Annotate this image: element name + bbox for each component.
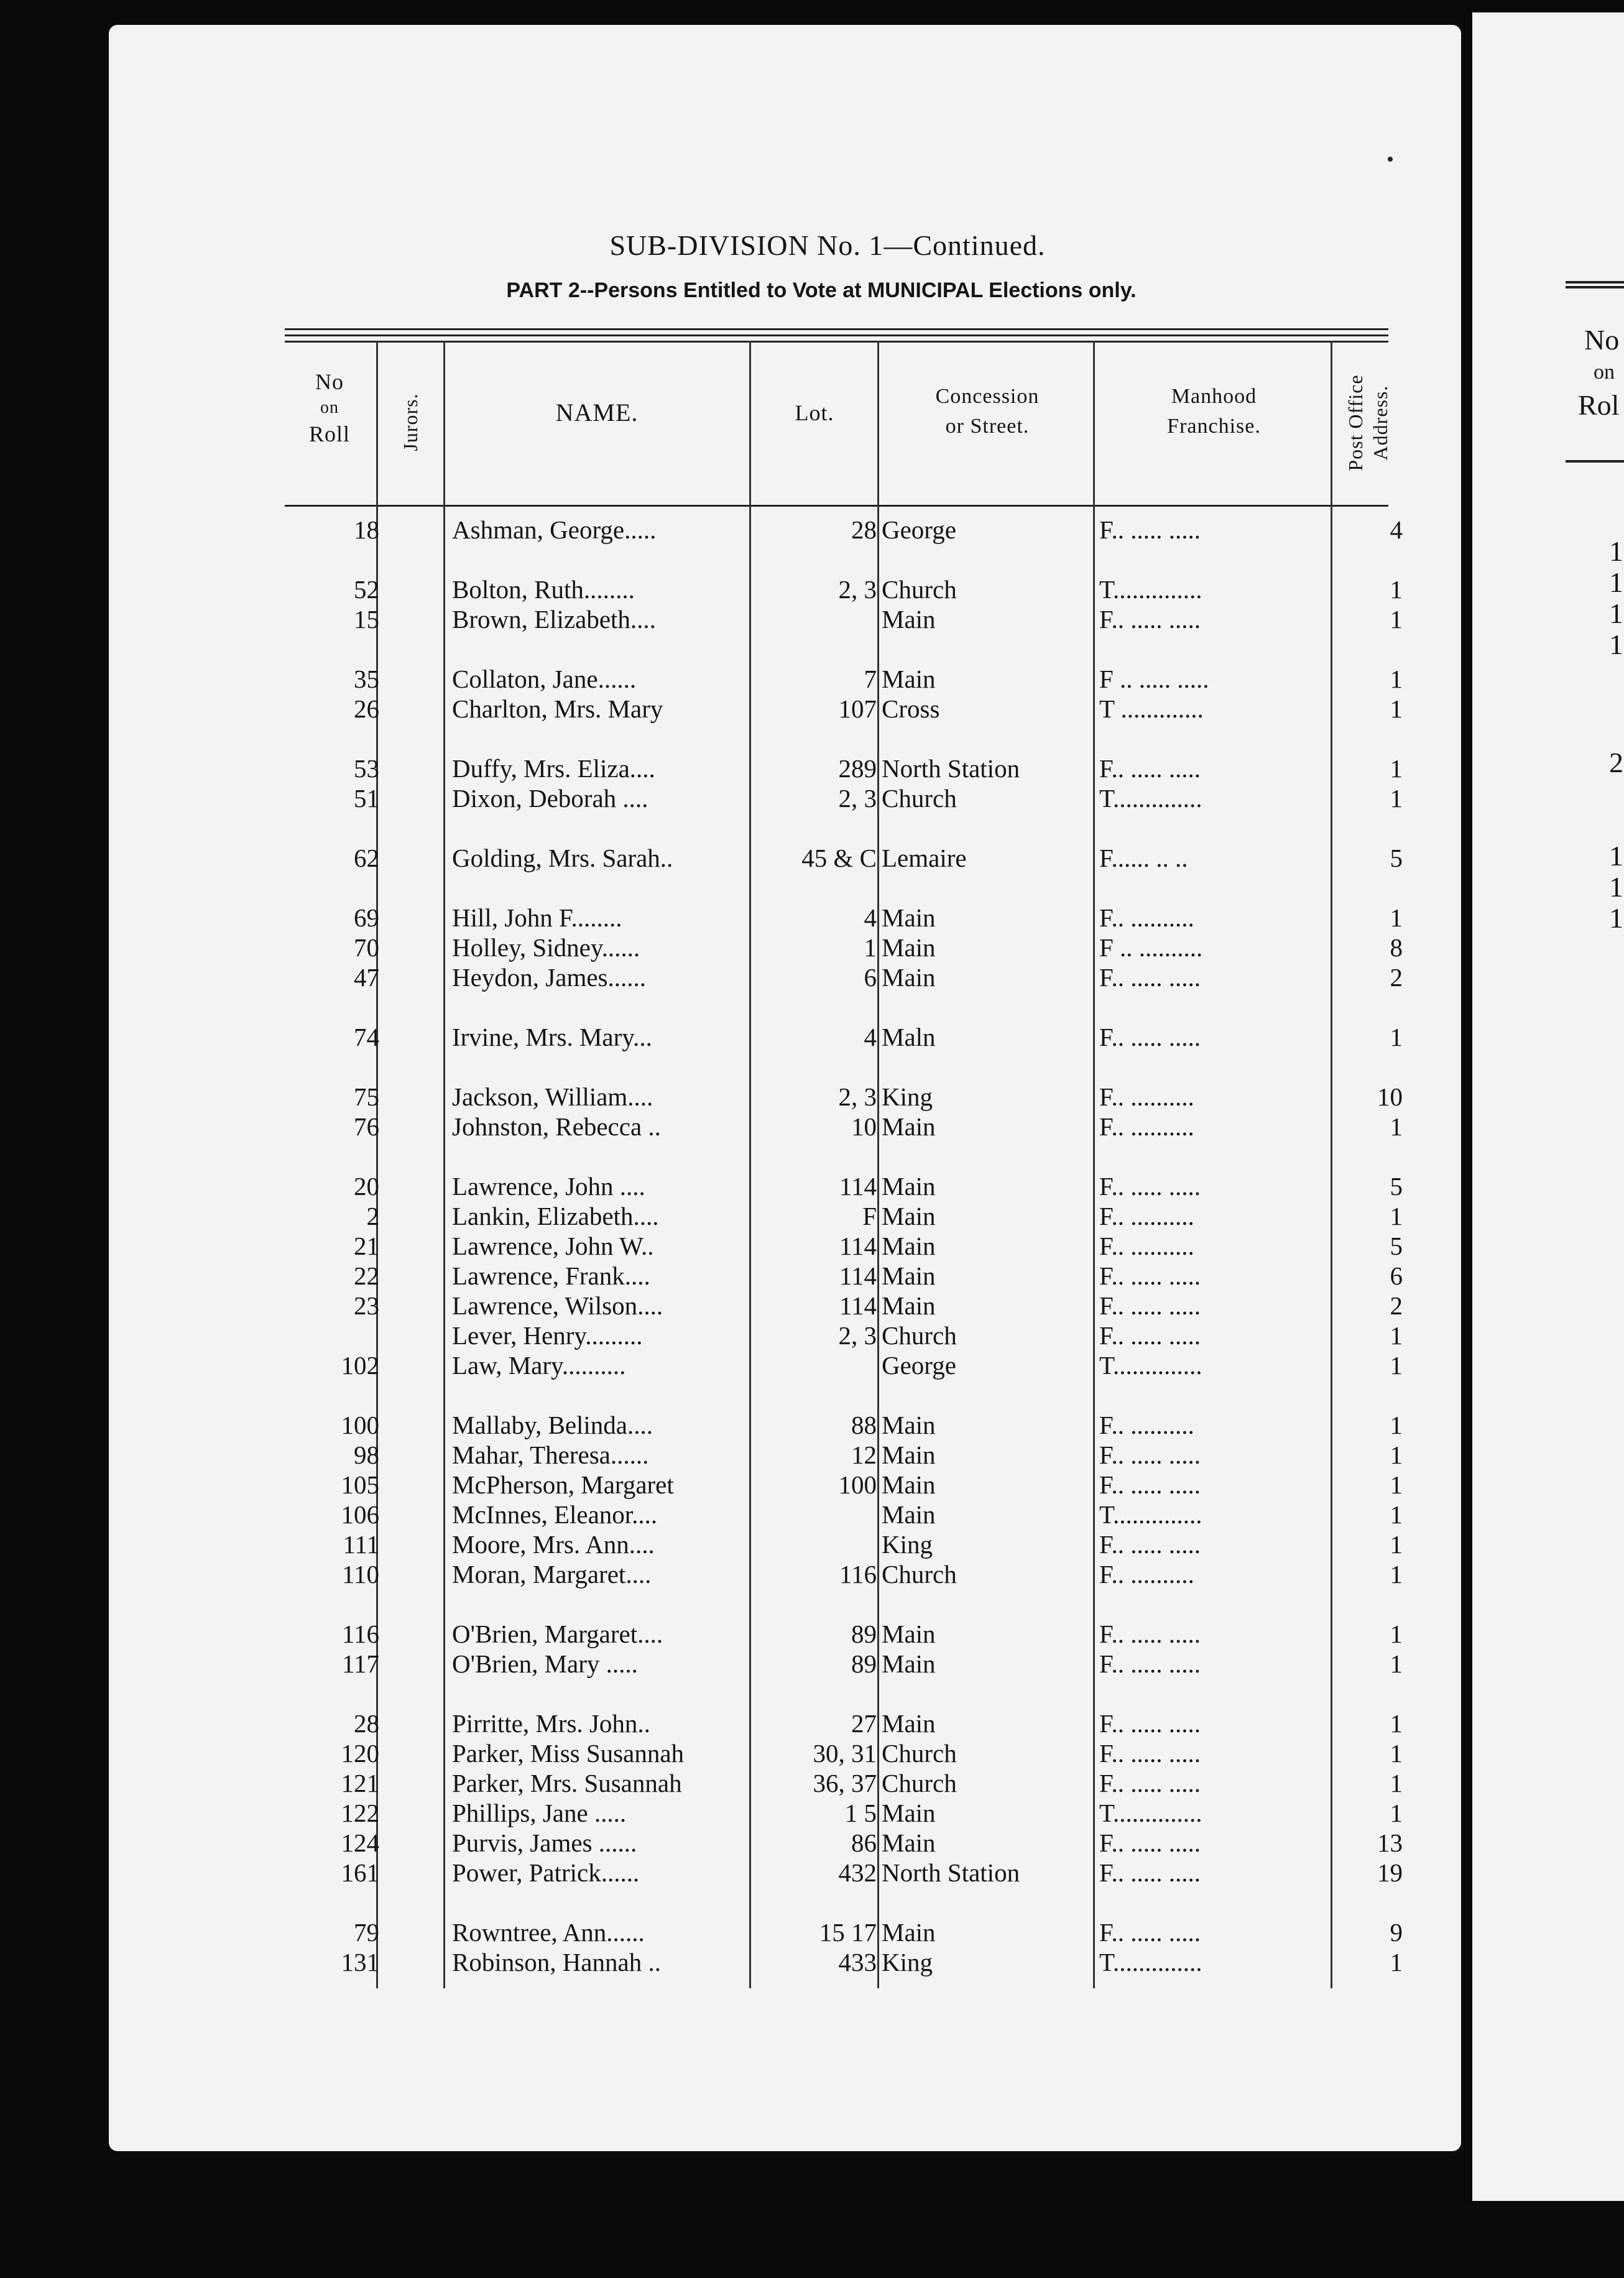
- page-title: SUB-DIVISION No. 1—Continued.: [609, 229, 1046, 261]
- table-row: [0, 1171, 1430, 1202]
- post-office-address: 19: [1377, 1858, 1403, 1887]
- table-row: [0, 1290, 1430, 1321]
- concession-header-line: Concession: [935, 385, 1040, 408]
- voter-name: Lever, Henry.........: [452, 1321, 643, 1350]
- franchise-code: F.. ..... .....: [1099, 1441, 1201, 1469]
- facing-number: 1: [1609, 629, 1623, 660]
- roll-number: 79: [354, 1918, 379, 1947]
- voter-name: Heydon, James......: [452, 963, 647, 992]
- franchise-code: F.. ..... .....: [1099, 1321, 1201, 1350]
- franchise-code: F.. ..... .....: [1099, 1172, 1201, 1201]
- table-row: [0, 1499, 1430, 1530]
- table-row: [0, 1260, 1430, 1291]
- roll-number: 74: [354, 1023, 379, 1051]
- franchise-code: F.. ..........: [1099, 1082, 1194, 1111]
- voter-name: Pirritte, Mrs. John..: [452, 1709, 650, 1738]
- header-rule-top-2: [285, 334, 1388, 336]
- lot-number: 114: [839, 1261, 877, 1290]
- concession-street: North Station: [882, 754, 1020, 783]
- lot-number: 15 17: [819, 1918, 877, 1947]
- concession-street: Main: [882, 1918, 936, 1947]
- column-header-concession: [882, 382, 1093, 441]
- facing-number: 1: [1609, 597, 1623, 629]
- lot-number: 36, 37: [813, 1769, 877, 1797]
- voter-name: Bolton, Ruth........: [452, 575, 635, 604]
- roll-number: 111: [343, 1530, 379, 1559]
- facing-number: 1: [1609, 840, 1623, 872]
- table-row: [0, 693, 1430, 724]
- concession-street: George: [882, 1351, 956, 1380]
- franchise-code: F.. ..... .....: [1099, 1739, 1201, 1768]
- post-office-address: 1: [1390, 1411, 1403, 1439]
- post-office-address: 1: [1390, 1709, 1403, 1738]
- header-rule-top: [285, 328, 1388, 330]
- franchise-code: F.. ..........: [1099, 1202, 1194, 1230]
- post-office-address: 4: [1390, 515, 1403, 544]
- column-header-franchise: [1097, 382, 1331, 441]
- lot-number: 100: [838, 1470, 877, 1499]
- table-row: [0, 1708, 1430, 1739]
- lot-number: 7: [864, 665, 877, 693]
- post-office-address: 1: [1390, 1739, 1403, 1768]
- franchise-code: T..............: [1099, 1799, 1202, 1827]
- voter-name: Hill, John F........: [452, 903, 622, 932]
- concession-street: Main: [882, 1470, 936, 1499]
- voter-name: Parker, Miss Susannah: [452, 1739, 685, 1768]
- table-row: [0, 1021, 1430, 1053]
- lot-number: 12: [851, 1441, 877, 1469]
- table-row: [0, 1618, 1430, 1649]
- voter-name: McPherson, Margaret: [452, 1470, 674, 1499]
- post-office-address: 1: [1390, 1948, 1403, 1976]
- voter-name: Jackson, William....: [452, 1082, 653, 1111]
- table-row: [0, 1559, 1430, 1590]
- roll-number: 15: [354, 605, 379, 634]
- lot-number: 2, 3: [838, 784, 877, 813]
- roll-number: 75: [354, 1082, 379, 1111]
- post-office-address: 1: [1390, 694, 1403, 723]
- facing-number: 1: [1609, 535, 1623, 567]
- franchise-code: F.. ..... .....: [1099, 605, 1201, 634]
- franchise-code: F.. ..... .....: [1099, 1470, 1201, 1499]
- lot-number: 88: [851, 1411, 877, 1439]
- column-header-post-office: [1343, 348, 1393, 497]
- concession-street: Church: [882, 575, 957, 604]
- lot-number: 89: [851, 1649, 877, 1678]
- lot-number: 2, 3: [838, 1321, 877, 1350]
- concession-street: Main: [882, 1500, 936, 1529]
- post-office-address: 1: [1390, 1560, 1403, 1589]
- franchise-code: F.. ..... .....: [1099, 1858, 1201, 1887]
- franchise-code: F.. ..... .....: [1099, 1918, 1201, 1947]
- franchise-code: F .. ..... .....: [1099, 665, 1209, 693]
- concession-street: Lemaire: [882, 844, 967, 872]
- voter-name: Lawrence, John W..: [452, 1232, 654, 1260]
- post-office-address: 1: [1390, 1202, 1403, 1230]
- post-office-address: 13: [1377, 1828, 1403, 1857]
- franchise-code: F.. ..........: [1099, 1112, 1194, 1141]
- post-office-address: 1: [1390, 665, 1403, 693]
- concession-street: Main: [882, 1649, 936, 1678]
- column-header-jurors: Jurors.: [399, 393, 422, 451]
- franchise-code: F.. ..... .....: [1099, 1769, 1201, 1797]
- franchise-header-line: Franchise.: [1167, 415, 1261, 438]
- table-row: [0, 962, 1430, 993]
- table-row: [0, 753, 1430, 784]
- roll-number: 20: [354, 1172, 379, 1201]
- facing-number: 1: [1609, 566, 1623, 598]
- concession-street: George: [882, 515, 956, 544]
- franchise-code: F.. ..... .....: [1099, 1828, 1201, 1857]
- voter-name: Moore, Mrs. Ann....: [452, 1530, 655, 1559]
- roll-number: 47: [354, 963, 379, 992]
- concession-street: Main: [882, 1172, 936, 1201]
- voter-name: Moran, Margaret....: [452, 1560, 652, 1589]
- column-header-name: NAME.: [555, 399, 639, 427]
- voter-name: Purvis, James ......: [452, 1828, 637, 1857]
- table-row: [0, 1738, 1430, 1769]
- post-office-address: 1: [1390, 1441, 1403, 1469]
- voter-name: Johnston, Rebecca ..: [452, 1112, 661, 1141]
- lot-number: F: [862, 1202, 877, 1230]
- table-row: [0, 932, 1430, 963]
- lot-number: 6: [864, 963, 877, 992]
- concession-street: Church: [882, 784, 957, 813]
- post-office-address: 1: [1390, 784, 1403, 813]
- concession-street: King: [882, 1082, 933, 1111]
- post-office-address: 10: [1377, 1082, 1403, 1111]
- franchise-code: T..............: [1099, 1351, 1202, 1380]
- lot-number: 1: [864, 933, 877, 962]
- voter-name: Law, Mary..........: [452, 1351, 626, 1380]
- table-row: [0, 1827, 1430, 1858]
- roll-number: 18: [354, 515, 379, 544]
- voter-name: McInnes, Eleanor....: [452, 1500, 658, 1529]
- roll-number: 52: [354, 575, 379, 604]
- lot-number: 433: [838, 1948, 877, 1976]
- lot-number: 114: [839, 1172, 877, 1201]
- table-row: [0, 1409, 1430, 1441]
- table-row: [0, 1201, 1430, 1232]
- franchise-code: F.. ..........: [1099, 1232, 1194, 1260]
- voter-name: O'Brien, Margaret....: [452, 1620, 663, 1648]
- roll-number: 69: [354, 903, 379, 932]
- concession-street: Main: [882, 1441, 936, 1469]
- post-office-address: 1: [1390, 575, 1403, 604]
- roll-number: 62: [354, 844, 379, 872]
- voter-name: Lankin, Elizabeth....: [452, 1202, 659, 1230]
- table-row: [0, 1917, 1430, 1948]
- lot-number: 432: [838, 1858, 877, 1887]
- post-office-address: 1: [1390, 1799, 1403, 1827]
- roll-number: 120: [341, 1739, 379, 1768]
- roll-header-line: Roll: [308, 422, 350, 446]
- post-office-address: 2: [1390, 1291, 1403, 1320]
- table-row: [0, 1529, 1430, 1560]
- lot-number: 2, 3: [838, 575, 877, 604]
- lot-number: 86: [851, 1828, 877, 1857]
- voter-name: Lawrence, John ....: [452, 1172, 645, 1201]
- post-office-address: 1: [1390, 1620, 1403, 1648]
- lot-number: 27: [851, 1709, 877, 1738]
- table-row: [0, 902, 1430, 933]
- post-office-address: 1: [1390, 1530, 1403, 1559]
- franchise-code: F.. ..... .....: [1099, 1291, 1201, 1320]
- post-office-header-line: Address.: [1369, 385, 1391, 461]
- concession-street: Church: [882, 1739, 957, 1768]
- roll-number: 23: [354, 1291, 379, 1320]
- post-office-address: 2: [1390, 963, 1403, 992]
- post-office-address: 6: [1390, 1261, 1403, 1290]
- voter-name: Lawrence, Wilson....: [452, 1291, 663, 1320]
- franchise-code: F.. ..... .....: [1099, 1709, 1201, 1738]
- lot-number: 89: [851, 1620, 877, 1648]
- post-office-address: 1: [1390, 1112, 1403, 1141]
- franchise-code: T..............: [1099, 1500, 1202, 1529]
- franchise-code: T..............: [1099, 575, 1202, 604]
- concession-street: Main: [882, 1202, 936, 1230]
- lot-number: 2, 3: [838, 1082, 877, 1111]
- concession-street: Church: [882, 1321, 957, 1350]
- franchise-code: F.. ..... .....: [1099, 963, 1201, 992]
- roll-header-line: No: [315, 369, 344, 394]
- concession-street: Main: [882, 1291, 936, 1320]
- facing-page: [1472, 12, 1624, 2201]
- concession-street: Main: [882, 1828, 936, 1857]
- post-office-address: 5: [1390, 844, 1403, 872]
- lot-number: 114: [839, 1232, 877, 1260]
- table-row: [0, 663, 1430, 694]
- table-row: [0, 1111, 1430, 1142]
- concession-street: Church: [882, 1769, 957, 1797]
- post-office-address: 1: [1390, 1769, 1403, 1797]
- lot-number: 45 & C: [801, 844, 877, 872]
- roll-number: 22: [354, 1261, 379, 1290]
- roll-number: 117: [342, 1649, 379, 1678]
- lot-number: 28: [851, 515, 877, 544]
- roll-number: 110: [342, 1560, 379, 1589]
- post-office-address: 1: [1390, 1023, 1403, 1051]
- franchise-code: F.. ..... .....: [1099, 1620, 1201, 1648]
- table-row: [0, 574, 1430, 605]
- page-subtitle: PART 2--Persons Entitled to Vote at MUNICIPAL Elections only.: [506, 279, 1137, 302]
- voter-name: Duffy, Mrs. Eliza....: [452, 754, 655, 783]
- roll-number: 106: [341, 1500, 379, 1529]
- table-row: [0, 1947, 1430, 1978]
- roll-number: 53: [354, 754, 379, 783]
- roll-number: 21: [354, 1232, 379, 1260]
- post-office-address: 5: [1390, 1172, 1403, 1201]
- voter-name: Rowntree, Ann......: [452, 1918, 645, 1947]
- table-row: [0, 783, 1430, 814]
- voter-name: Ashman, George.....: [452, 515, 657, 544]
- roll-number: 102: [341, 1351, 379, 1380]
- roll-number: 26: [354, 694, 379, 723]
- voter-name: O'Brien, Mary .....: [452, 1649, 638, 1678]
- concession-street: North Station: [882, 1858, 1020, 1887]
- lot-number: 289: [838, 754, 877, 783]
- franchise-code: F.. ..........: [1099, 1411, 1194, 1439]
- roll-number: 161: [341, 1858, 379, 1887]
- column-header-roll: [292, 367, 367, 449]
- concession-header-line: or Street.: [945, 415, 1030, 438]
- lot-number: 10: [851, 1112, 877, 1141]
- voter-name: Collaton, Jane......: [452, 665, 637, 693]
- post-office-address: 1: [1390, 754, 1403, 783]
- table-row: [0, 1350, 1430, 1381]
- facing-number: 2: [1609, 747, 1623, 778]
- roll-number: 116: [342, 1620, 379, 1648]
- franchise-code: T .............: [1099, 694, 1204, 723]
- roll-number: 98: [354, 1441, 379, 1469]
- franchise-code: F.. ..... .....: [1099, 1023, 1201, 1051]
- post-office-address: 1: [1390, 1649, 1403, 1678]
- table-row: [0, 1469, 1430, 1500]
- franchise-code: T..............: [1099, 1948, 1202, 1976]
- concession-street: Main: [882, 1261, 936, 1290]
- header-rule-bottom: [285, 505, 1388, 507]
- facing-number: 1: [1609, 871, 1623, 903]
- facing-header-on: on: [1594, 361, 1615, 384]
- franchise-code: T..............: [1099, 784, 1202, 813]
- lot-number: 1 5: [844, 1799, 877, 1827]
- voter-name: Parker, Mrs. Susannah: [452, 1769, 682, 1797]
- concession-street: Cross: [882, 694, 940, 723]
- voter-name: Mallaby, Belinda....: [452, 1411, 653, 1439]
- post-office-address: 9: [1390, 1918, 1403, 1947]
- voter-name: Robinson, Hannah ..: [452, 1948, 661, 1976]
- lot-number: 30, 31: [813, 1739, 877, 1768]
- voter-name: Power, Patrick......: [452, 1858, 640, 1887]
- voter-name: Lawrence, Frank....: [452, 1261, 650, 1290]
- table-row: [0, 1648, 1430, 1679]
- voter-name: Irvine, Mrs. Mary...: [452, 1023, 652, 1051]
- voter-name: Phillips, Jane .....: [452, 1799, 627, 1827]
- roll-number: 122: [341, 1799, 379, 1827]
- concession-street: Main: [882, 1232, 936, 1260]
- roll-number: 131: [341, 1948, 379, 1976]
- roll-number: 35: [354, 665, 379, 693]
- facing-header-rule: [1566, 460, 1624, 463]
- table-row: [0, 1320, 1430, 1351]
- post-office-address: 1: [1390, 1500, 1403, 1529]
- franchise-code: F.. ..... .....: [1099, 1530, 1201, 1559]
- table-row: [0, 1081, 1430, 1112]
- table-row: [0, 514, 1430, 545]
- roll-number: 124: [341, 1828, 379, 1857]
- lot-number: 4: [864, 903, 877, 932]
- header-rule-top-3: [285, 341, 1388, 343]
- concession-street: King: [882, 1948, 933, 1976]
- voter-name: Dixon, Deborah ....: [452, 784, 648, 813]
- post-office-address: 1: [1390, 1470, 1403, 1499]
- table-row: [0, 1768, 1430, 1799]
- concession-street: Main: [882, 1799, 936, 1827]
- concession-street: Main: [882, 605, 936, 634]
- post-office-header-line: Post Office: [1344, 374, 1367, 471]
- post-office-address: 1: [1390, 903, 1403, 932]
- voter-name: Brown, Elizabeth....: [452, 605, 656, 634]
- column-header-lot: Lot.: [795, 400, 834, 425]
- concession-street: Church: [882, 1560, 957, 1589]
- concession-street: Main: [882, 903, 936, 932]
- franchise-code: F.. ..........: [1099, 903, 1194, 932]
- voter-name: Charlton, Mrs. Mary: [452, 694, 663, 723]
- table-row: [0, 1797, 1430, 1828]
- voter-name: Golding, Mrs. Sarah..: [452, 844, 673, 872]
- concession-street: Main: [882, 1709, 936, 1738]
- concession-street: Main: [882, 1112, 936, 1141]
- roll-number: 51: [354, 784, 379, 813]
- facing-number: 1: [1609, 902, 1623, 934]
- lot-number: 114: [839, 1291, 877, 1320]
- table-row: [0, 1857, 1430, 1888]
- facing-header-no: No: [1584, 324, 1620, 356]
- franchise-code: F.. ..... .....: [1099, 754, 1201, 783]
- voter-name: Mahar, Theresa......: [452, 1441, 649, 1469]
- roll-header-line: on: [320, 398, 339, 417]
- lot-number: 116: [839, 1560, 877, 1589]
- post-office-address: 8: [1390, 933, 1403, 962]
- franchise-code: F.. ..........: [1099, 1560, 1194, 1589]
- roll-number: 121: [341, 1769, 379, 1797]
- franchise-header-line: Manhood: [1171, 385, 1257, 408]
- table-row: [0, 1439, 1430, 1470]
- roll-number: 76: [354, 1112, 379, 1141]
- table-row: [0, 1230, 1430, 1261]
- post-office-address: 1: [1390, 1351, 1403, 1380]
- facing-header-roll: Rol: [1578, 389, 1620, 421]
- roll-number: 28: [354, 1709, 379, 1738]
- post-office-address: 5: [1390, 1232, 1403, 1260]
- table-row: [0, 842, 1430, 874]
- franchise-code: F...... .. ..: [1099, 844, 1188, 872]
- table-row: [0, 604, 1430, 635]
- roll-number: 2: [366, 1202, 379, 1230]
- ink-speck: [1388, 157, 1393, 162]
- concession-street: King: [882, 1530, 933, 1559]
- post-office-address: 1: [1390, 605, 1403, 634]
- concession-street: Main: [882, 665, 936, 693]
- roll-number: 105: [341, 1470, 379, 1499]
- concession-street: Main: [882, 1411, 936, 1439]
- concession-street: Main: [882, 1620, 936, 1648]
- concession-street: Maln: [882, 1023, 936, 1051]
- franchise-code: F.. ..... .....: [1099, 515, 1201, 544]
- franchise-code: F.. ..... .....: [1099, 1261, 1201, 1290]
- lot-number: 4: [864, 1023, 877, 1051]
- roll-number: 100: [341, 1411, 379, 1439]
- concession-street: Main: [882, 963, 936, 992]
- post-office-address: 1: [1390, 1321, 1403, 1350]
- roll-number: 70: [354, 933, 379, 962]
- concession-street: Main: [882, 933, 936, 962]
- voter-name: Holley, Sidney......: [452, 933, 640, 962]
- franchise-code: F .. ..........: [1099, 933, 1203, 962]
- franchise-code: F.. ..... .....: [1099, 1649, 1201, 1678]
- lot-number: 107: [838, 694, 877, 723]
